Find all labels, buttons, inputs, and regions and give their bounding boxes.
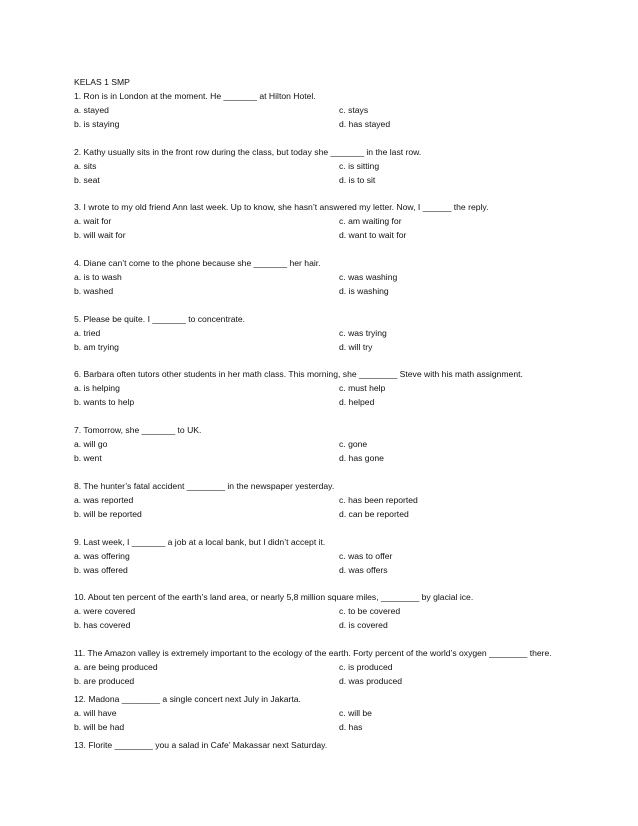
- option-c: c. was trying: [339, 327, 387, 338]
- option-row: [74, 604, 594, 618]
- option-c: c. is sitting: [339, 160, 380, 171]
- option-a: a. were covered: [74, 606, 136, 617]
- option-a: a. stayed: [74, 105, 109, 115]
- option-b: b. is staying: [74, 119, 120, 129]
- question-stem: 7. Tomorrow, she _______ to UK.: [74, 425, 202, 436]
- option-row: [74, 326, 594, 340]
- option-d: d. has stayed: [339, 119, 391, 129]
- option-c: c. gone: [339, 439, 368, 450]
- option-d: d. has: [339, 721, 363, 732]
- question-13: [74, 738, 594, 752]
- option-b: b. will be reported: [74, 508, 142, 519]
- option-a: a. wait for: [74, 216, 112, 227]
- option-row: [74, 437, 594, 451]
- option-row: [74, 228, 594, 242]
- question-5: [74, 312, 594, 354]
- option-d: d. was offers: [339, 564, 388, 575]
- option-c: c. will be: [339, 707, 372, 718]
- option-row: [74, 159, 594, 173]
- option-row: [74, 284, 594, 298]
- option-c: c. has been reported: [339, 494, 418, 505]
- option-row: [74, 381, 594, 395]
- question-stem: 9. Last week, I _______ a job at a local bank, but I didn’t accept it.: [74, 536, 326, 547]
- question-2: [74, 145, 594, 187]
- question-11: [74, 646, 594, 688]
- option-row: [74, 549, 594, 563]
- option-a: a. sits: [74, 160, 97, 171]
- option-c: c. was to offer: [339, 550, 393, 561]
- option-row: [74, 395, 594, 409]
- option-row: [74, 214, 594, 228]
- option-row: [74, 720, 594, 734]
- option-b: b. wants to help: [74, 397, 135, 408]
- question-stem: 11. The Amazon valley is extremely important to the ecology of the earth. Forty percent of the world’s oxygen ________ there.: [74, 647, 552, 658]
- option-row: [74, 563, 594, 577]
- question-stem: 2. Kathy usually sits in the front row during the class, but today she _______ in the last row.: [74, 146, 422, 157]
- option-row: [74, 660, 594, 674]
- option-row: [74, 674, 594, 688]
- option-c: c. is produced: [339, 661, 393, 672]
- question-list: [74, 89, 594, 752]
- option-b: b. went: [74, 453, 102, 464]
- option-row: [74, 507, 594, 521]
- option-row: [74, 173, 594, 187]
- option-b: b. am trying: [74, 341, 119, 352]
- option-a: a. are being produced: [74, 661, 158, 672]
- option-b: b. will be had: [74, 721, 125, 732]
- question-4: [74, 256, 594, 298]
- option-d: d. is to sit: [339, 174, 376, 185]
- option-b: b. washed: [74, 286, 114, 297]
- option-row: [74, 706, 594, 720]
- question-7: [74, 423, 594, 465]
- option-row: [74, 340, 594, 354]
- option-a: a. was reported: [74, 494, 134, 505]
- option-a: a. was offering: [74, 550, 130, 561]
- question-stem: 12. Madona ________ a single concert next July in Jakarta.: [74, 693, 301, 704]
- document-title: KELAS 1 SMP: [74, 77, 130, 87]
- option-b: b. are produced: [74, 675, 135, 686]
- worksheet-page: [74, 75, 594, 766]
- option-b: b. has covered: [74, 620, 131, 631]
- option-a: a. is helping: [74, 383, 120, 394]
- option-d: d. will try: [339, 341, 373, 352]
- question-stem: 8. The hunter’s fatal accident ________ in the newspaper yesterday.: [74, 480, 335, 491]
- option-row: [74, 493, 594, 507]
- option-row: [74, 103, 594, 117]
- option-a: a. will have: [74, 707, 117, 718]
- question-12: [74, 692, 594, 734]
- option-row: [74, 117, 594, 131]
- question-stem: 5. Please be quite. I _______ to concentrate.: [74, 313, 246, 324]
- option-row: [74, 451, 594, 465]
- question-stem: 1. Ron is in London at the moment. He _______ at Hilton Hotel.: [74, 91, 316, 101]
- option-a: a. will go: [74, 439, 108, 450]
- question-9: [74, 535, 594, 577]
- option-row: [74, 270, 594, 284]
- question-stem: 13. Florite ________ you a salad in Cafe’ Makassar next Saturday.: [74, 739, 328, 750]
- option-c: c. must help: [339, 383, 386, 394]
- question-10: [74, 590, 594, 632]
- option-b: b. seat: [74, 174, 100, 185]
- option-row: [74, 618, 594, 632]
- option-d: d. is covered: [339, 620, 388, 631]
- option-c: c. stays: [339, 105, 369, 115]
- option-b: b. will wait for: [74, 230, 126, 241]
- option-b: b. was offered: [74, 564, 128, 575]
- option-d: d. is washing: [339, 286, 389, 297]
- question-stem: 10. About ten percent of the earth’s land area, or nearly 5,8 million square miles, ________ by glacial ice.: [74, 592, 474, 603]
- question-stem: 3. I wrote to my old friend Ann last week. Up to know, she hasn’t answered my letter. Now, I ______ the reply.: [74, 202, 489, 213]
- question-3: [74, 200, 594, 242]
- question-stem: 4. Diane can’t come to the phone because she _______ her hair.: [74, 258, 321, 269]
- option-c: c. am waiting for: [339, 216, 402, 227]
- question-stem: 6. Barbara often tutors other students in her math class. This morning, she ________ Steve with his math assignment.: [74, 369, 523, 380]
- question-1: [74, 89, 594, 131]
- option-a: a. tried: [74, 327, 101, 338]
- question-8: [74, 479, 594, 521]
- option-c: c. was washing: [339, 272, 398, 283]
- option-a: a. is to wash: [74, 272, 122, 283]
- option-d: d. want to wait for: [339, 230, 407, 241]
- option-d: d. has gone: [339, 453, 384, 464]
- option-c: c. to be covered: [339, 606, 401, 617]
- option-d: d. was produced: [339, 675, 403, 686]
- question-6: [74, 367, 594, 409]
- option-d: d. helped: [339, 397, 375, 408]
- option-d: d. can be reported: [339, 508, 409, 519]
